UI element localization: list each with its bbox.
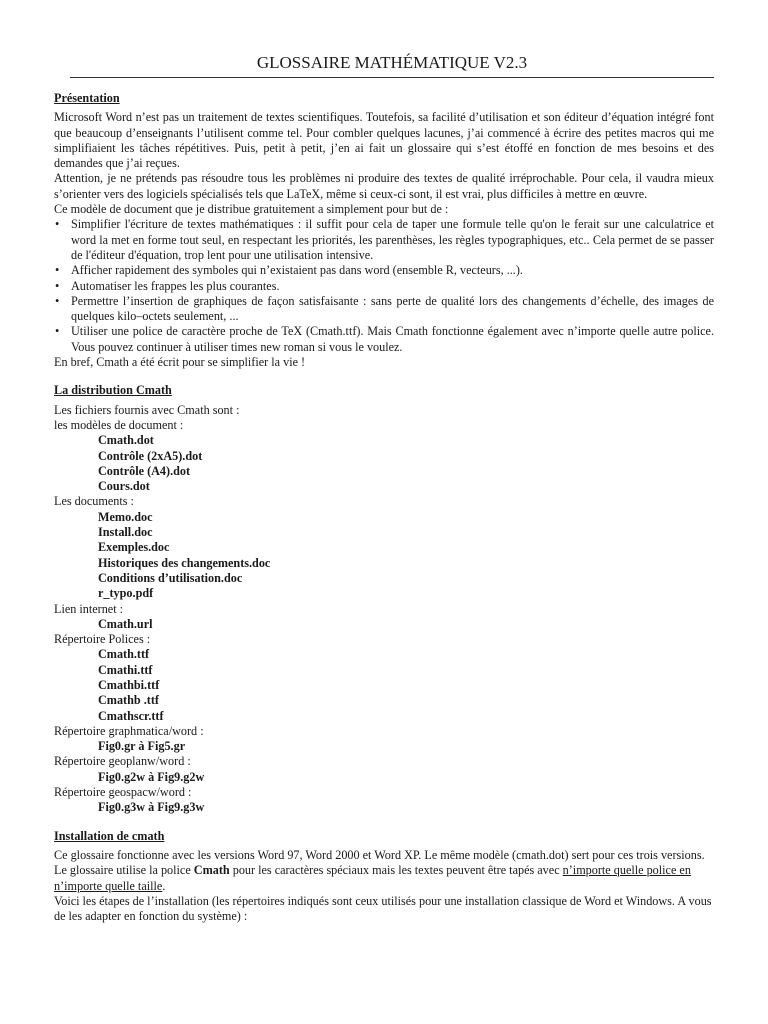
documents-label: Les documents : xyxy=(54,494,134,509)
document-file: Memo.doc xyxy=(98,509,153,524)
font-file: Cmathb .ttf xyxy=(98,693,159,708)
spacer xyxy=(54,370,714,383)
geospacw-files: Fig0.g3w à Fig9.g3w xyxy=(98,800,205,815)
distribution-intro: Les fichiers fournis avec Cmath sont : xyxy=(54,402,240,417)
spacer xyxy=(54,816,714,829)
presentation-paragraph-2: Attention, je ne prétends pas résoudre tous les problèmes ni produire des textes de qualité irréprochable. Pour cela, il vaudra mieux s’orienter vers des logiciels spécialisés tels que LaTeX, même si ceux-ci sont, il est vrai, plus difficiles à mettre en œuvre. xyxy=(54,171,714,201)
link-file: Cmath.url xyxy=(98,616,153,631)
installation-text: Ce glossaire fonctionne avec les versions Word 97, Word 2000 et Word XP. Le même modèle (cmath.dot) sert pour ces trois versions. Le glossaire utilise la police xyxy=(54,847,705,878)
geoplanw-label: Répertoire geoplanw/word : xyxy=(54,754,191,769)
distribution-heading: La distribution Cmath xyxy=(54,383,172,398)
link-label: Lien internet : xyxy=(54,601,124,616)
model-file: Cmath.dot xyxy=(98,433,154,448)
list-item xyxy=(54,217,714,263)
presentation-paragraph-1: Microsoft Word n’est pas un traitement de textes scientifiques. Toutefois, sa facilité d’utilisation et son éditeur d’équation intégré font que beaucoup d’enseignants l’utilisent comme tel. Pour combler quelques lacunes, j’ai commencé à écrire des petites macros qui me simplifiaient les tâches répétitives. Puis, petit à petit, j’en ai fait un glossaire qui s’est étoffé en fonction de mes besoins et des demandes que j’ai reçues. xyxy=(54,110,714,171)
list-item-text: Utiliser une police de caractère proche de TeX (Cmath.ttf). Mais Cmath fonctionne également avec n’importe quelle autre police. Vous pouvez continuer à utiliser times new roman si vous le voulez. xyxy=(71,324,714,354)
model-file: Contrôle (2xA5).dot xyxy=(98,448,203,463)
list-item-text: Afficher rapidement des symboles qui n’existaient pas dans word (ensemble R, vecteurs, ...). xyxy=(71,263,523,278)
bullet-icon: • xyxy=(55,278,60,293)
bullet-icon: • xyxy=(55,324,60,339)
presentation-heading: Présentation xyxy=(54,91,120,105)
font-file: Cmathscr.ttf xyxy=(98,708,164,723)
font-file: Cmath.ttf xyxy=(98,647,150,662)
presentation-bullet-list xyxy=(54,217,714,355)
presentation-paragraph-3: Ce modèle de document que je distribue gratuitement a simplement pour but de : xyxy=(54,202,449,217)
presentation-closing: En bref, Cmath a été écrit pour se simplifier la vie ! xyxy=(54,355,306,370)
list-item-text: Simplifier l'écriture de textes mathématiques : il suffit pour cela de taper une formule telle qu'on le ferait sur une calculatrice et word la met en forme tout seul, en respectant les priorités, les parenthèses, les règles typographiques, etc.. Cela permet de se passer de l'éditeur d'équation, trop lent pour une utilisation intensive. xyxy=(71,217,714,262)
model-file: Contrôle (A4).dot xyxy=(98,463,191,478)
installation-heading: Installation de cmath xyxy=(54,828,165,843)
document-file: Historiques des changements.doc xyxy=(98,555,271,570)
list-item xyxy=(54,263,714,278)
document-file: Install.doc xyxy=(98,525,153,540)
installation-text: pour les caractères spéciaux mais les textes peuvent être tapés avec xyxy=(229,863,563,878)
installation-text: . xyxy=(162,878,166,893)
document-file: Exemples.doc xyxy=(98,540,170,555)
geospacw-label: Répertoire geospacw/word : xyxy=(54,785,192,800)
bullet-icon: • xyxy=(55,263,60,278)
fonts-label: Répertoire Polices : xyxy=(54,632,151,647)
graphmatica-files: Fig0.gr à Fig5.gr xyxy=(98,739,186,754)
font-file: Cmathi.ttf xyxy=(98,662,153,677)
font-file: Cmathbi.ttf xyxy=(98,677,160,692)
installation-paragraph-1 xyxy=(54,848,714,894)
list-item xyxy=(54,294,714,325)
list-item xyxy=(54,324,714,355)
graphmatica-label: Répertoire graphmatica/word : xyxy=(54,723,204,738)
underlined-text: n’importe quelle police en n’importe quelle taille xyxy=(54,863,691,893)
document-file: Conditions d’utilisation.doc xyxy=(98,570,243,585)
bullet-icon: • xyxy=(55,217,60,232)
models-label: les modèles de document : xyxy=(54,417,184,432)
spacer xyxy=(54,78,714,91)
font-name: Cmath xyxy=(193,863,230,878)
model-file: Cours.dot xyxy=(98,479,150,494)
document-file: r_typo.pdf xyxy=(98,586,154,601)
document-title: GLOSSAIRE MATHÉMATIQUE V2.3 xyxy=(70,52,714,78)
list-item-text: Permettre l’insertion de graphiques de façon satisfaisante : sans perte de qualité lors des changements d’échelle, des images de quelques kilo–octets seulement, ... xyxy=(71,293,714,324)
geoplanw-files: Fig0.g2w à Fig9.g2w xyxy=(98,769,205,784)
list-item xyxy=(54,279,714,294)
list-item-text: Automatiser les frappes les plus courantes. xyxy=(71,278,280,293)
bullet-icon: • xyxy=(55,293,60,308)
installation-paragraph-2: Voici les étapes de l’installation (les répertoires indiqués sont ceux utilisés pour une installation classique de Word et Windows. A vous de les adapter en fonction du système) : xyxy=(54,893,712,924)
